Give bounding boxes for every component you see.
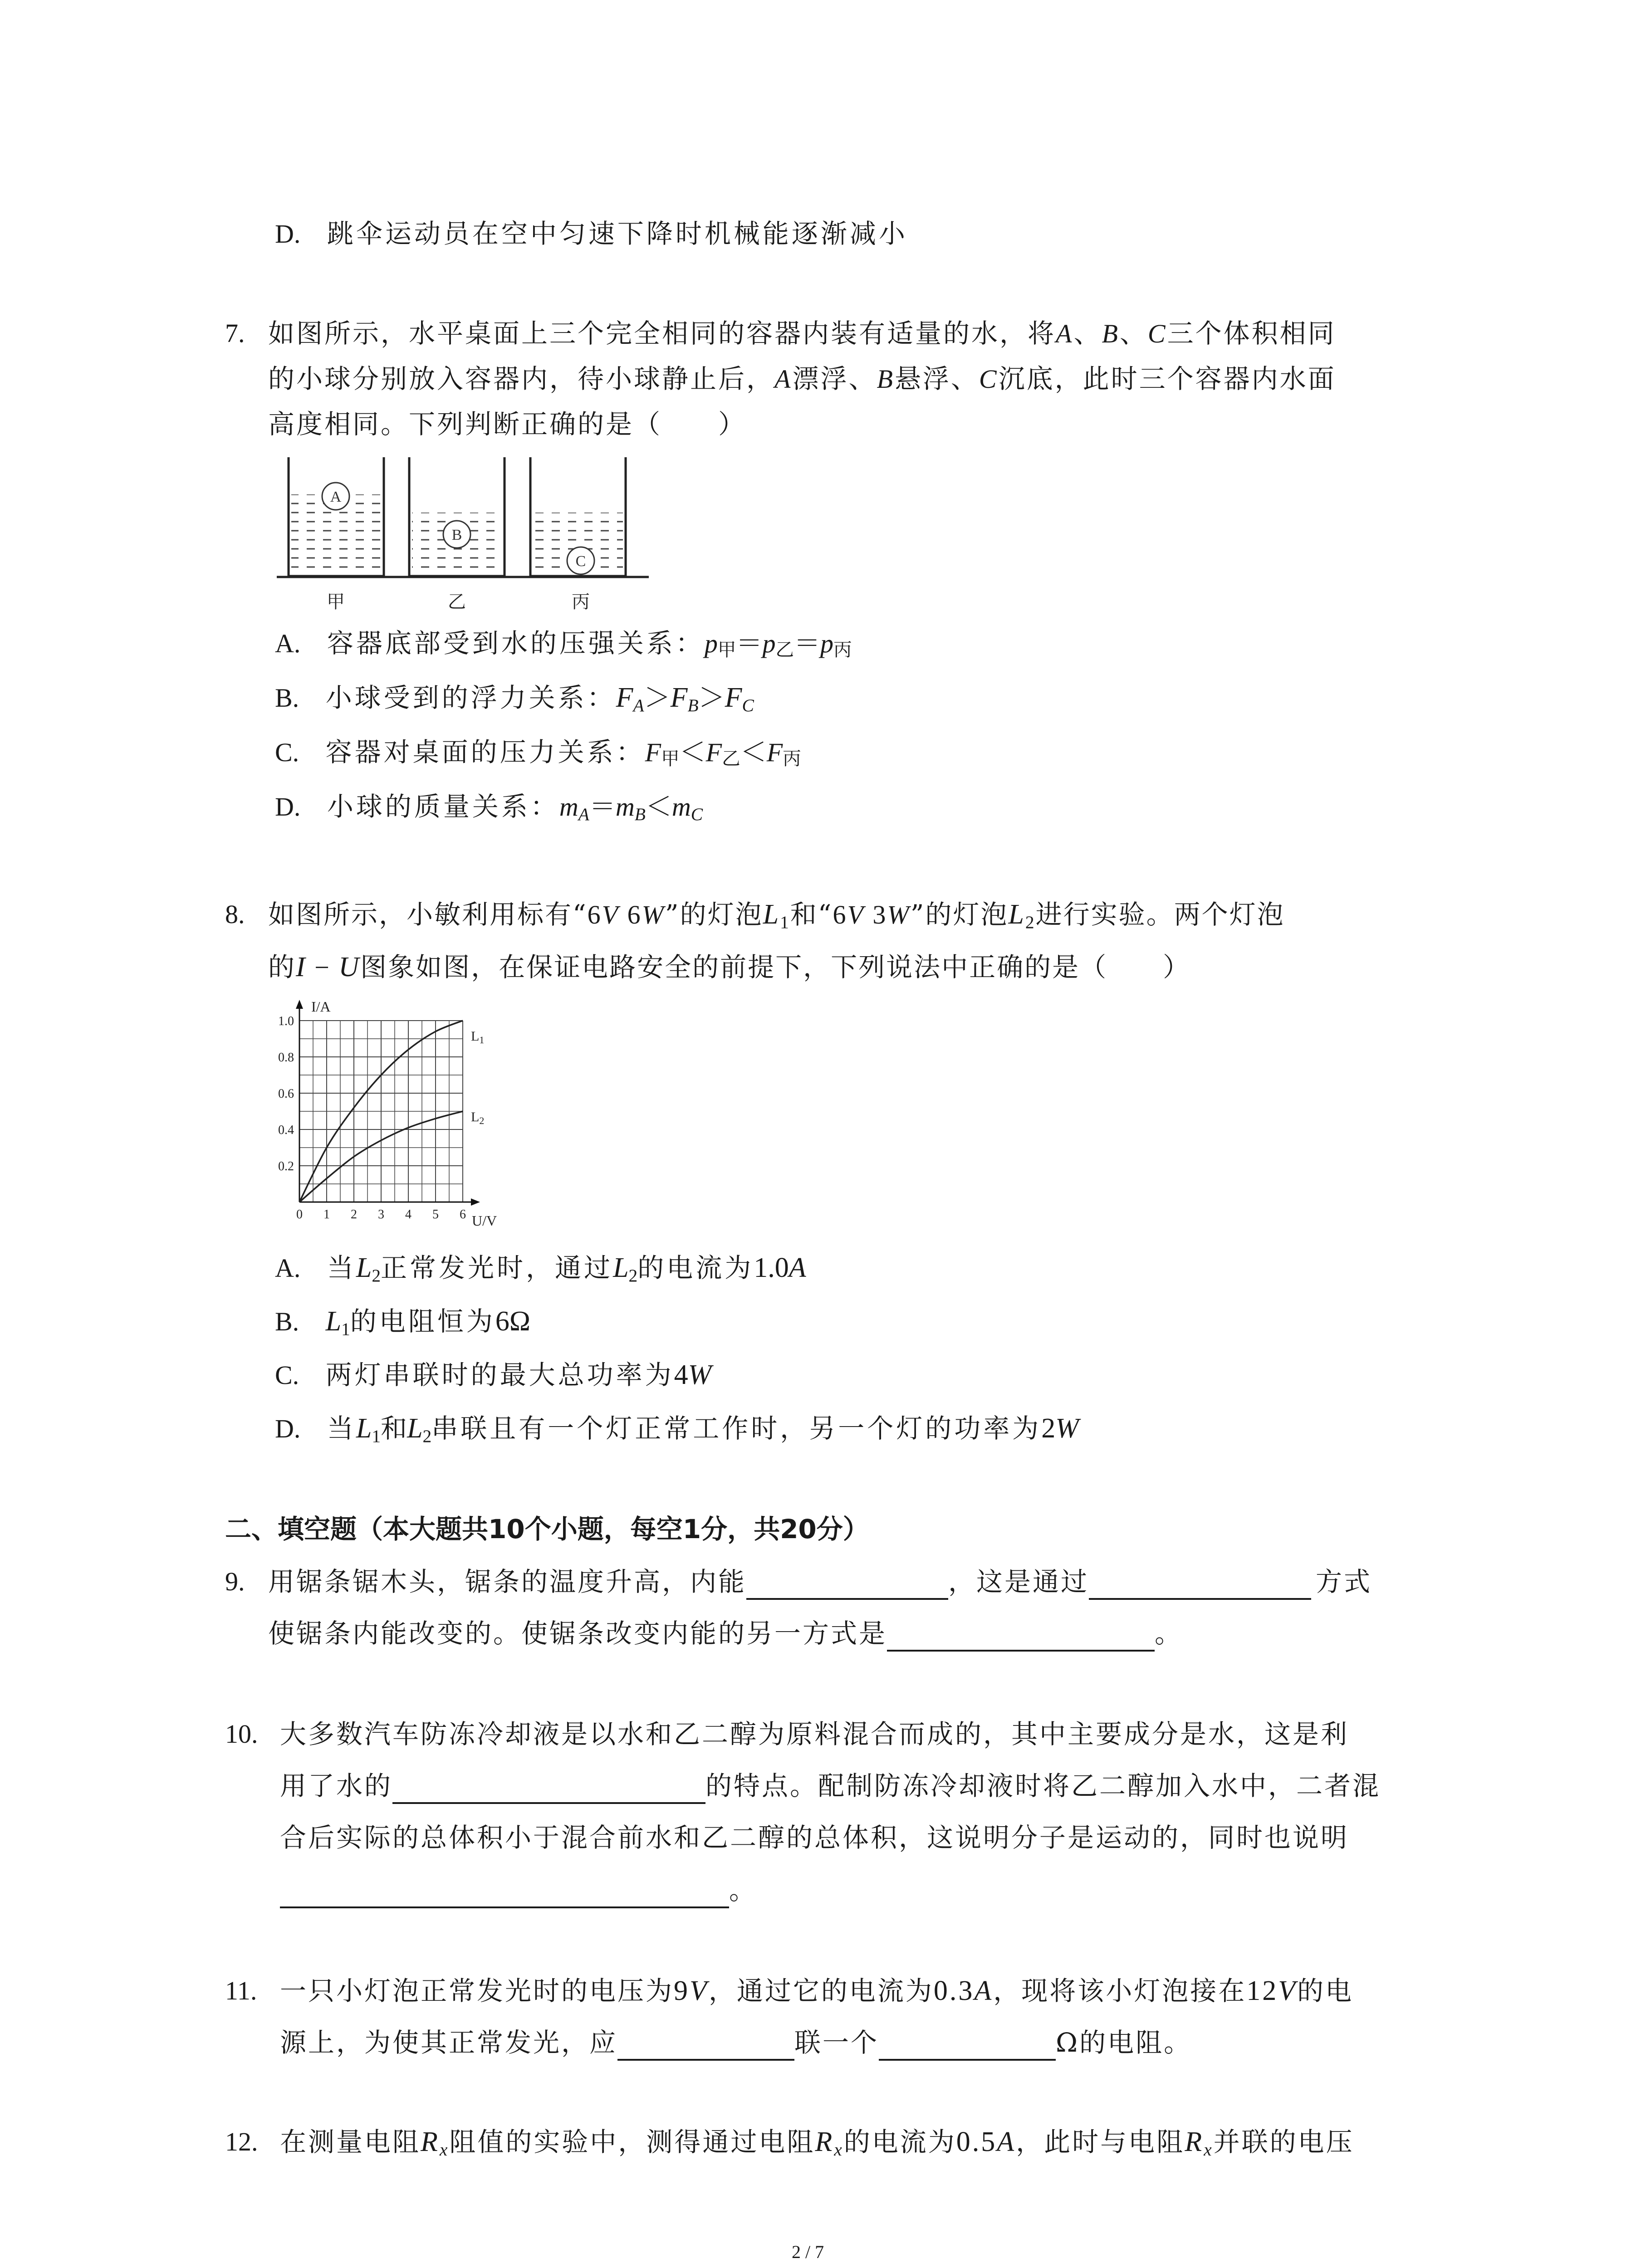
label-yi: 乙	[448, 591, 466, 612]
x-axis-arrow	[471, 1198, 480, 1206]
q11-number: 11.	[225, 1976, 257, 2005]
y-tick-label: 0.8	[278, 1051, 294, 1065]
ball-a-label: A	[330, 489, 342, 505]
blank-2[interactable]	[280, 1877, 729, 1908]
q10-line1: 大多数汽车防冻冷却液是以水和乙二醇为原料混合而成的，其中主要成分是水，这是利	[280, 1719, 1349, 1750]
q10-line3: 合后实际的总体积小于混合前水和乙二醇的总体积，这说明分子是运动的，同时也说明	[280, 1822, 1349, 1853]
blank-3[interactable]	[887, 1620, 1155, 1652]
container-yi	[409, 457, 505, 576]
label-jia: 甲	[327, 591, 345, 612]
q8-option-d: D. 当$L_1$和$L_2$串联且有一个灯正常工作时，另一个灯的功率为2W	[275, 1413, 1079, 1446]
y-tick-label: 0.2	[278, 1159, 294, 1173]
ball-b-label: B	[451, 527, 462, 543]
x-tick-label: 5	[432, 1207, 439, 1222]
q7-option-a: A. 容器底部受到水的压强关系：p甲＝p乙＝p丙	[275, 628, 852, 661]
q8-option-a: A. 当$L_2$正常发光时，通过$L_2$的电流为1.0A	[275, 1252, 806, 1286]
q9-number: 9.	[225, 1567, 245, 1596]
blank-1[interactable]	[392, 1772, 705, 1804]
q11-line1: 一只小灯泡正常发光时的电压为9V，通过它的电流为0.3A，现将该小灯泡接在12V的电	[280, 1975, 1354, 2006]
q10-line2: 用了水的 的特点。配制防冻冷却液时将乙二醇加入水中，二者混	[280, 1768, 1381, 1804]
x-axis-label: U/V	[472, 1212, 497, 1229]
q8-iu-chart	[254, 993, 535, 1247]
y-tick-label: 0.4	[278, 1123, 294, 1137]
label-bing: 丙	[572, 591, 590, 612]
q12-line1: 在测量电阻$R_x$阻值的实验中，测得通过电阻$R_x$的电流为0.5A，此时与电阻$R_x$并联的电压	[280, 2126, 1354, 2160]
x-tick-label: 6	[460, 1207, 466, 1222]
y-axis-arrow	[296, 1000, 303, 1009]
blank-2[interactable]	[879, 2029, 1056, 2061]
q8-stem-line2: 的I − U图象如图，在保证电路安全的前提下，下列说法中正确的是（ ）	[268, 952, 1191, 982]
q7-number: 7.	[225, 318, 245, 348]
container-bing	[530, 457, 626, 576]
q7-option-d: D. 小球的质量关系：$m_A=m_B<m_C$	[275, 791, 703, 824]
q7-option-c: C. 容器对桌面的压力关系：F甲＜F乙＜F丙	[275, 737, 801, 770]
q7-stem-line1: 如图所示，水平桌面上三个完全相同的容器内装有适量的水，将A、B、C三个体积相同	[268, 318, 1336, 349]
q10-line4: 。	[280, 1872, 755, 1908]
q8-option-c: C. 两灯串联时的最大总功率为4W	[275, 1359, 712, 1390]
option-letter: D.	[275, 219, 301, 249]
blank-1[interactable]	[617, 2029, 794, 2061]
y-tick-label: 1.0	[278, 1014, 294, 1028]
page-number: 2 / 7	[792, 2242, 824, 2262]
q9-line2: 使锯条内能改变的。使锯条改变内能的另一方式是 。	[268, 1615, 1183, 1652]
ball-c-label: C	[575, 553, 586, 570]
q6-option-d	[275, 215, 908, 252]
q8-stem-line1: 如图所示，小敏利用标有“6V 6W”的灯泡$L_1$和“6V 3W”的灯泡$L_2$进行实验。两个灯泡	[268, 899, 1285, 932]
blank-2[interactable]	[1089, 1568, 1311, 1600]
chart-grid	[296, 1000, 480, 1206]
q8-number: 8.	[225, 899, 245, 929]
y-tick-label: 0.6	[278, 1087, 294, 1101]
q8-option-b: B. $L_1$的电阻恒为6Ω	[275, 1306, 530, 1339]
q7-figure	[272, 454, 662, 617]
q10-number: 10.	[225, 1719, 258, 1749]
x-tick-label: 2	[351, 1207, 357, 1222]
q9-line1: 用锯条锯木头，锯条的温度升高，内能 ，这是通过 方式	[268, 1564, 1372, 1600]
x-tick-label: 1	[323, 1207, 330, 1222]
q7-option-b: B. 小球受到的浮力关系：$F_A>F_B>F_C$	[275, 682, 754, 715]
x-tick-label: 0	[296, 1207, 303, 1222]
container-jia	[289, 457, 384, 576]
option-text: 跳伞运动员在空中匀速下降时机械能逐渐减小	[327, 218, 908, 249]
section-2-title: 二、填空题（本大题共10个小题，每空1分，共20分）	[225, 1514, 869, 1545]
y-axis-label: I/A	[311, 998, 331, 1015]
x-tick-label: 3	[378, 1207, 384, 1222]
blank-1[interactable]	[746, 1568, 948, 1600]
q7-stem-line3: 高度相同。下列判断正确的是（ ）	[268, 409, 747, 440]
series-label-l1: $L_1$	[471, 1029, 485, 1046]
x-tick-label: 4	[405, 1207, 411, 1222]
q12-number: 12.	[225, 2127, 258, 2156]
series-label-l2: $L_2$	[471, 1110, 485, 1126]
q11-line2: 源上，为使其正常发光，应 联一个 Ω的电阻。	[280, 2024, 1192, 2061]
q7-stem-line2: 的小球分别放入容器内，待小球静止后，A漂浮、B悬浮、C沉底，此时三个容器内水面	[268, 363, 1336, 394]
